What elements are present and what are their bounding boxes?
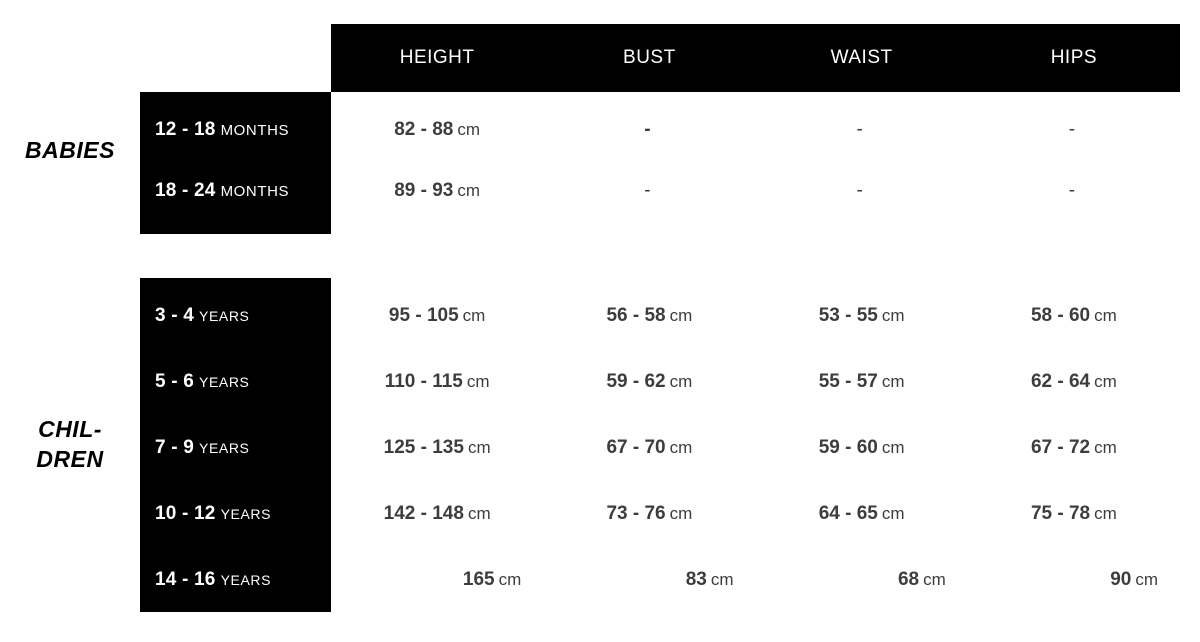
cell-waist: - [856, 179, 863, 201]
age-number: 12 - 18 [155, 118, 216, 140]
age-number: 10 - 12 [155, 503, 216, 524]
cell-hips: - [1068, 118, 1076, 140]
column-header-waist: WAIST [830, 47, 893, 68]
age-number: 7 - 9 [155, 437, 195, 458]
table-row [140, 349, 1180, 415]
cell-bust: 59 - 62 cm [606, 371, 693, 392]
cell-bust: - [644, 179, 651, 201]
cell-bust: 56 - 58 cm [606, 305, 693, 326]
table-row [140, 547, 1180, 613]
table-row [140, 160, 1180, 221]
age-unit: YEARS [199, 374, 250, 390]
cell-height: 82 - 88 cm [394, 118, 481, 140]
cell-hips: 90 cm [1110, 569, 1158, 590]
cell-bust: 73 - 76 cm [606, 503, 693, 524]
cell-waist: 55 - 57 cm [818, 371, 905, 392]
table-row [140, 415, 1180, 481]
age-number: 3 - 4 [155, 305, 195, 326]
age-unit: YEARS [220, 572, 272, 588]
table-row [140, 481, 1180, 547]
table-header-row [331, 24, 1180, 92]
cell-waist: 59 - 60 cm [818, 437, 905, 458]
column-header-hips: HIPS [1050, 47, 1098, 68]
column-header-height: HEIGHT [399, 47, 475, 68]
cell-hips: - [1068, 179, 1076, 201]
cell-waist: 68 cm [897, 569, 946, 590]
cell-height: 89 - 93 cm [394, 179, 481, 201]
cell-hips: 67 - 72 cm [1030, 437, 1117, 458]
group-label-babies: BABIES [25, 137, 115, 163]
age-unit: MONTHS [220, 121, 290, 139]
column-header-bust: BUST [623, 47, 676, 68]
children-rows [140, 283, 1180, 613]
age-unit: YEARS [199, 440, 250, 456]
row-age-label [140, 305, 331, 327]
cell-hips: 62 - 64 cm [1030, 371, 1117, 392]
cell-waist: 64 - 65 cm [818, 503, 905, 524]
age-unit: MONTHS [220, 182, 290, 200]
babies-rows [140, 92, 1180, 234]
row-age-label [140, 437, 331, 459]
cell-height: 142 - 148 cm [383, 503, 491, 524]
cell-height: 125 - 135 cm [383, 437, 491, 458]
cell-hips: 75 - 78 cm [1030, 503, 1117, 524]
cell-bust: 83 cm [685, 569, 734, 590]
group-label-children-line1: CHIL- [38, 416, 102, 442]
cell-waist: - [856, 118, 863, 140]
cell-height: 95 - 105 cm [388, 305, 486, 326]
cell-height: 165 cm [462, 569, 522, 590]
age-number: 18 - 24 [155, 179, 216, 201]
table-row [140, 283, 1180, 349]
cell-height: 110 - 115 cm [384, 371, 490, 392]
cell-bust: 67 - 70 cm [606, 437, 693, 458]
row-age-label [140, 119, 331, 141]
age-number: 5 - 6 [155, 371, 195, 392]
cell-bust: - [644, 118, 651, 140]
row-age-label [140, 371, 331, 393]
cell-hips: 58 - 60 cm [1030, 305, 1117, 326]
table-row [140, 99, 1180, 160]
age-unit: YEARS [220, 506, 272, 522]
row-age-label [140, 503, 331, 525]
age-number: 14 - 16 [155, 569, 216, 590]
age-unit: YEARS [199, 308, 250, 324]
group-label-children-line2: DREN [36, 446, 104, 472]
row-age-label [140, 180, 331, 202]
group-label-children [0, 414, 140, 474]
cell-waist: 53 - 55 cm [818, 305, 905, 326]
row-age-label [140, 569, 331, 591]
